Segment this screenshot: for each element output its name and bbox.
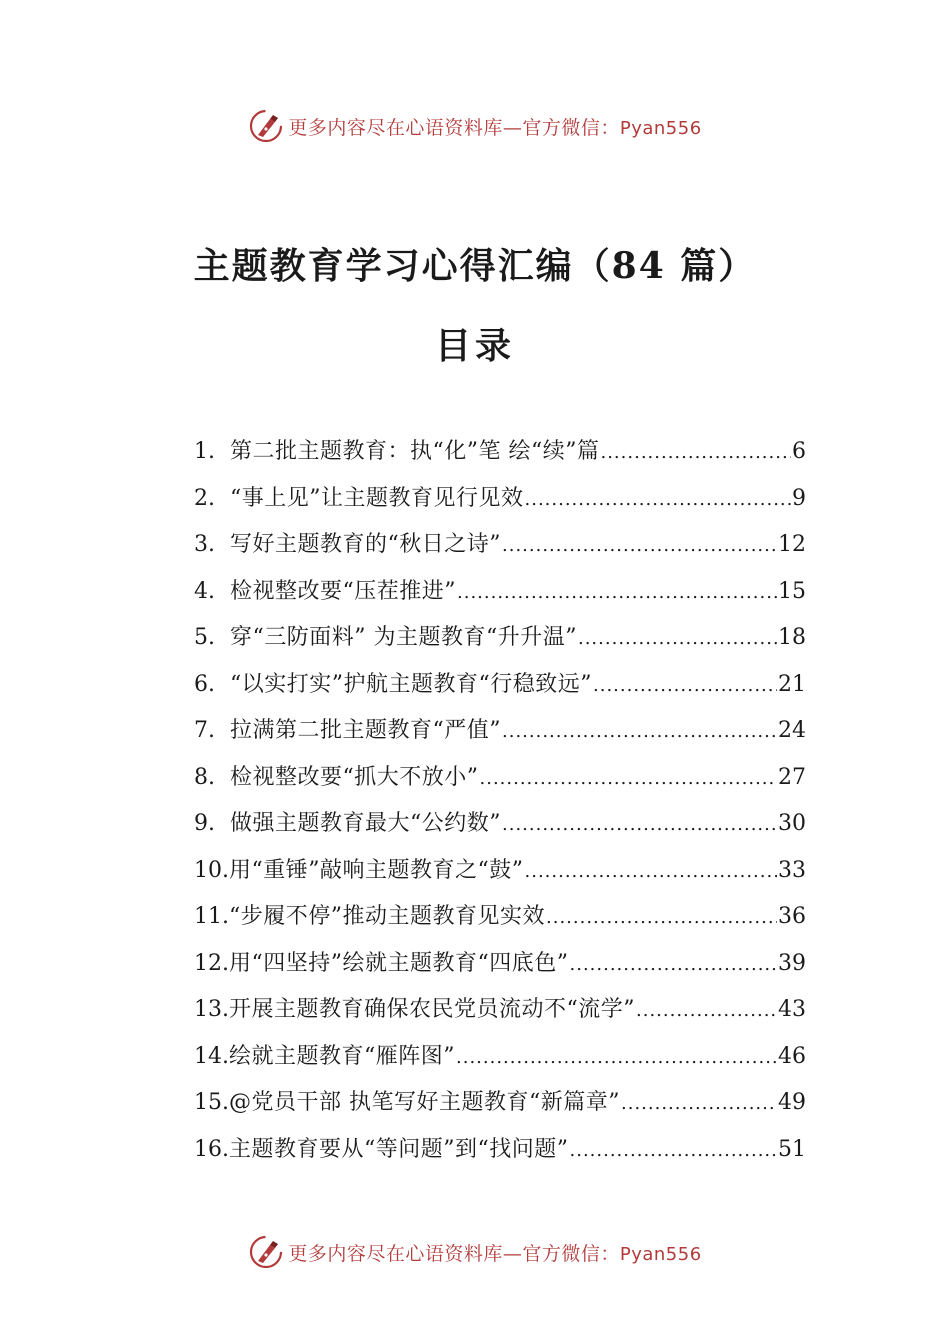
toc-page: 49 (778, 1090, 806, 1115)
footer-banner (0, 1232, 950, 1272)
toc-number: 8. (194, 764, 215, 790)
toc-number: 12. (194, 950, 229, 976)
toc-title: 检视整改要“抓大不放小” (230, 764, 479, 790)
toc-entry[interactable] (194, 618, 806, 665)
toc-leader (621, 1084, 777, 1124)
toc-page: 27 (778, 764, 806, 790)
toc-leader (456, 1038, 777, 1078)
toc-title: “步履不停”推动主题教育见实效 (229, 904, 545, 929)
toc-number: 9. (194, 811, 215, 836)
toc-title: 绘就主题教育“雁阵图” (229, 1043, 455, 1069)
toc-entry[interactable] (194, 990, 806, 1037)
table-of-contents (194, 432, 806, 1176)
toc-page: 30 (778, 811, 806, 836)
toc-entry[interactable] (194, 711, 806, 758)
toc-leader (570, 945, 778, 985)
toc-page: 36 (778, 904, 806, 929)
toc-number: 15. (194, 1090, 229, 1115)
document-title: 主题教育学习心得汇编（84 篇） (193, 245, 757, 287)
toc-number: 10. (194, 857, 229, 883)
toc-title: 拉满第二批主题教育“严值” (230, 718, 501, 743)
toc-leader (593, 666, 777, 706)
toc-leader (457, 573, 777, 613)
banner-text: 更多内容尽在心语资料库—官方微信：Pyan556 (288, 1242, 702, 1265)
toc-leader (546, 898, 777, 938)
toc-entry[interactable] (194, 665, 806, 712)
toc-page: 21 (778, 671, 806, 697)
toc-page: 33 (778, 857, 806, 883)
toc-number: 4. (194, 578, 215, 604)
wechat-id: Pyan556 (619, 1243, 702, 1265)
toc-entry[interactable] (194, 479, 806, 526)
toc-page: 9 (792, 485, 806, 511)
toc-leader (636, 991, 777, 1031)
toc-entry[interactable] (194, 851, 806, 898)
wechat-id: Pyan556 (619, 117, 702, 139)
pen-nib-logo-icon (248, 1234, 284, 1270)
toc-leader (578, 619, 777, 659)
toc-title: 主题教育要从“等问题”到“找问题” (229, 1136, 569, 1162)
toc-page: 43 (778, 997, 806, 1022)
toc-entry[interactable] (194, 572, 806, 619)
toc-title: 用“四坚持”绘就主题教育“四底色” (229, 950, 569, 976)
toc-page: 6 (792, 439, 806, 464)
toc-title: “以实打实”护航主题教育“行稳致远” (230, 671, 592, 697)
toc-leader (502, 805, 777, 845)
toc-page: 18 (778, 625, 806, 650)
toc-title: 开展主题教育确保农民党员流动不“流学” (229, 997, 635, 1022)
toc-entry[interactable] (194, 944, 806, 991)
toc-leader (525, 480, 792, 520)
toc-number: 16. (194, 1136, 229, 1162)
toc-number: 2. (194, 485, 215, 511)
toc-title: 检视整改要“压茬推进” (230, 578, 456, 604)
toc-page: 15 (778, 578, 806, 604)
toc-entry[interactable] (194, 1130, 806, 1177)
toc-leader (600, 433, 791, 473)
toc-leader (502, 526, 777, 566)
toc-leader (570, 1131, 778, 1171)
banner-text: 更多内容尽在心语资料库—官方微信：Pyan556 (288, 116, 702, 139)
toc-entry[interactable] (194, 758, 806, 805)
toc-title: 第二批主题教育：执“化”笔 绘“续”篇 (230, 439, 600, 464)
toc-page: 46 (778, 1043, 806, 1069)
toc-title: 做强主题教育最大“公约数” (230, 811, 501, 836)
toc-heading: 目录 (434, 325, 515, 367)
toc-number: 11. (194, 904, 229, 929)
toc-page: 12 (778, 532, 806, 557)
pen-nib-logo-icon (248, 108, 284, 144)
toc-number: 3. (194, 532, 215, 557)
toc-page: 51 (778, 1136, 806, 1162)
toc-page: 39 (778, 950, 806, 976)
toc-title: 用“重锤”敲响主题教育之“鼓” (229, 857, 524, 883)
toc-number: 1. (194, 439, 215, 464)
toc-title: @党员干部 执笔写好主题教育“新篇章” (229, 1090, 620, 1115)
toc-number: 6. (194, 671, 215, 697)
toc-entry[interactable] (194, 432, 806, 479)
toc-number: 7. (194, 718, 215, 743)
toc-entry[interactable] (194, 1037, 806, 1084)
toc-number: 13. (194, 997, 229, 1022)
toc-title: “事上见”让主题教育见行见效 (230, 485, 524, 511)
toc-number: 14. (194, 1043, 229, 1069)
toc-title: 写好主题教育的“秋日之诗” (230, 532, 501, 557)
toc-entry[interactable] (194, 804, 806, 851)
toc-entry[interactable] (194, 897, 806, 944)
toc-title: 穿“三防面料” 为主题教育“升升温” (230, 625, 577, 650)
toc-entry[interactable] (194, 1083, 806, 1130)
toc-page: 24 (778, 718, 806, 743)
toc-leader (480, 759, 778, 799)
header-banner (0, 106, 950, 146)
toc-entry[interactable] (194, 525, 806, 572)
toc-number: 5. (194, 625, 215, 650)
toc-leader (502, 712, 777, 752)
toc-leader (525, 852, 778, 892)
